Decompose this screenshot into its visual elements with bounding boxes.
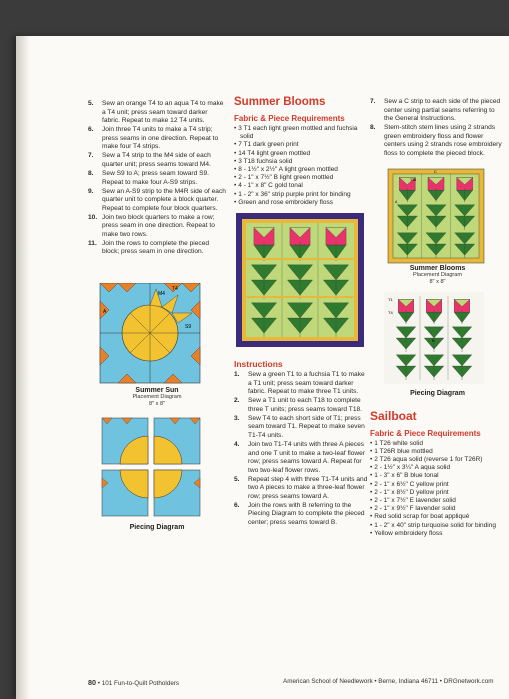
step-text: Stem-stitch stem lines using 2 strands green embroidery floss and flower centers using 2 strands rose embroidery floss to complete the pieced block. [384,124,502,157]
sun-piecing-caption: Piecing Diagram [129,524,185,532]
step-text: Join the rows with B referring to the Piecing Diagram to complete the pieced center; press seams toward B. [248,501,365,527]
requirement-item: • 2 - 1" x 7½" B light green mottled [234,174,368,182]
requirement-item: • 2 - 1" x 9½" F lavender solid [370,505,505,513]
step-number: 7. [370,98,376,105]
step-text: Join the rows to complete the pieced block; press seam in one direction. [102,239,210,256]
requirement-item: • 1 T26R blue mottled [370,448,505,456]
requirement-item: • Yellow embroidery floss [370,530,505,538]
requirement-item: • 1 - 3" x 6" B blue tonal [370,472,505,480]
instruction-step [234,476,368,502]
requirement-item: • 2 - 1½" x 3¼" A aqua solid [370,464,505,472]
instruction-step [88,170,226,187]
book-title: 101 Fun-to-Quilt Potholders [101,680,180,687]
requirement-item: • 1 T26 white solid [370,440,505,448]
step-text: Join two T1-T4 units with three A pieces and one T unit to make a two-leaf flower row; press seams toward A. Repeat for two two-leaf flower rows. [248,440,366,474]
instruction-step [88,126,226,152]
requirement-item: • 14 T4 light green mottled [234,150,368,158]
sailboat-title: Sailboat [370,408,417,423]
step-number: 6. [88,126,94,134]
requirement-item: • 2 - 1" x 8½" D yellow print [370,489,505,497]
blooms-piecing-caption: Piecing Diagram [410,389,465,397]
blooms-caption-size: 8" x 8" [429,278,446,285]
summer-blooms-piecing-diagram [370,290,505,390]
blooms-caption [370,265,505,286]
step-text: Sew S9 to A; press seam toward S9. Repeat to make four A-S9 strips. [102,169,210,186]
instruction-step [234,371,368,397]
step-number: 11. [88,239,97,247]
step-number: 3. [234,414,240,422]
step-number: 4. [234,440,240,448]
requirement-item: • 2 - 1" x 7½" E lavender solid [370,497,505,505]
requirement-item: • 1 - 2" x 40" strip turquoise solid for binding [370,522,505,530]
blooms-caption-title: Summer Blooms [409,264,466,272]
step-text: Sew a T1 unit to each T18 to complete three T units; press seams toward T18. [248,397,362,413]
requirement-item: • 7 T1 dark green print [234,141,368,149]
step-number: 5. [234,475,240,483]
page-number: 80 [88,678,96,687]
summer-blooms-placement-diagram [370,165,505,265]
step-number: 9. [88,187,94,195]
step-number: 2. [234,397,240,405]
instruction-step [88,100,226,126]
instruction-step [370,98,505,124]
step-number: 1. [234,371,240,379]
summer-sun-caption-subtitle: Placement Diagram [132,394,182,401]
requirement-item: • 1 - 2" x 36" strip purple print for binding [234,191,368,199]
summer-sun-caption-size: 8" x 8" [148,401,166,408]
piecing-label-t1: T1 [388,296,393,302]
instructions-heading: Instructions [234,359,283,370]
step-number: 5. [88,100,94,107]
step-number: 8. [88,169,94,177]
step-text: Sew a T4 strip to the M4 side of each quarter unit; press seams toward M4. [102,152,211,168]
left-column [88,100,226,531]
sun-label-m4: M4 [158,291,165,298]
instruction-step [234,415,368,441]
summer-sun-piecing-diagram [88,414,226,524]
summer-blooms-title: Summer Blooms [234,96,326,108]
summer-blooms-requirements [234,125,368,207]
requirement-item: • 2 T26 aqua solid (reverse 1 for T26R) [370,456,505,464]
right-steps-list [370,98,505,159]
step-number: 7. [88,152,94,160]
middle-column [234,96,368,528]
requirement-item: • Green and rose embroidery floss [234,199,368,207]
summer-sun-caption [88,387,226,408]
sun-label-a: A [103,309,107,316]
piecing-label-b: B [432,337,435,343]
step-text: Join three T4 units to make a T4 strip; press seams in one direction. Repeat to make four T4 strips. [102,126,219,151]
instruction-step [234,502,368,528]
blooms-caption-subtitle: Placement Diagram [412,271,463,278]
summer-blooms-req-heading: Fabric & Piece Requirements [234,114,345,123]
blooms-label-t18: T18 [410,177,417,182]
requirement-item: • 2 - 1" x 6½" C yellow print [370,481,505,489]
summer-sun-caption-title: Summer Sun [135,387,179,395]
step-number: 10. [88,213,98,221]
instruction-step [88,240,226,257]
middle-steps-list [234,371,368,528]
blooms-diagram-pattern [397,174,474,258]
instruction-step [88,188,226,214]
publisher-info: American School of Needlework • Berne, Indiana 46711 • DRGnetwork.com [283,678,494,685]
instruction-step [88,152,226,169]
step-text: Join two block quarters to make a row; press seam in one direction. Repeat to make two rows. [102,213,215,238]
summer-sun-placement-diagram [88,283,226,431]
step-text: Sew an A-S9 strip to the M4R side of each quarter unit to complete a block quarter. Repeat to complete four block quarters. [102,187,226,212]
requirement-item: • 4 - 1" x 8" C gold tonal [234,182,368,190]
step-text: Sew T4 to each short side of T1; press seam toward T1. Repeat to make seven T1-T4 units. [248,414,365,439]
step-text: Repeat step 4 with three T1-T4 units and two A pieces to make a three-leaf flower row; press seams toward A. [248,475,368,500]
left-steps-list [88,100,226,257]
step-number: 6. [234,501,240,509]
blooms-label-c: C [434,168,437,174]
instruction-step [370,124,505,158]
instruction-step [234,441,368,475]
piecing-label-t4: T4 [388,309,393,315]
step-text: Sew a green T1 to a fuchsia T1 to make a T1 unit; press seam toward darker fabric. Repeat to make three T1 units. [248,371,365,396]
right-column [370,98,505,538]
blooms-photo-pattern [251,223,348,337]
book-page [16,36,509,699]
sun-label-s9: S9 [185,324,192,331]
step-number: 8. [370,124,376,132]
requirement-item: • 3 T1 each light green mottled and fuchsia solid [234,125,368,141]
sailboat-requirements [370,440,505,538]
instruction-step [234,397,368,414]
instruction-step [88,214,226,240]
sailboat-req-heading: Fabric & Piece Requirements [370,428,481,438]
step-text: Sew a C strip to each side of the pieced center using partial seams referring to the General Instructions. [384,98,501,123]
page-footer: 80 • 101 Fun-to-Quilt Potholders American School of Needlework • Berne, Indiana 46711 • DRGnetwork.com [88,678,494,687]
requirement-item: • 3 T18 fuchsia solid [234,158,368,166]
sun-label-t4: T4 [172,286,178,293]
requirement-item: • 8 - 1½" x 2½" A light green mottled [234,166,368,174]
step-text: Sew an orange T4 to an aqua T4 to make a T4 unit; press seam toward darker fabric. Repeat to make 12 T4 units. [102,100,224,125]
requirement-item: • Red solid scrap for boat appliqué [370,513,505,521]
summer-blooms-photo [234,211,368,351]
blooms-label-a: A [395,199,398,204]
